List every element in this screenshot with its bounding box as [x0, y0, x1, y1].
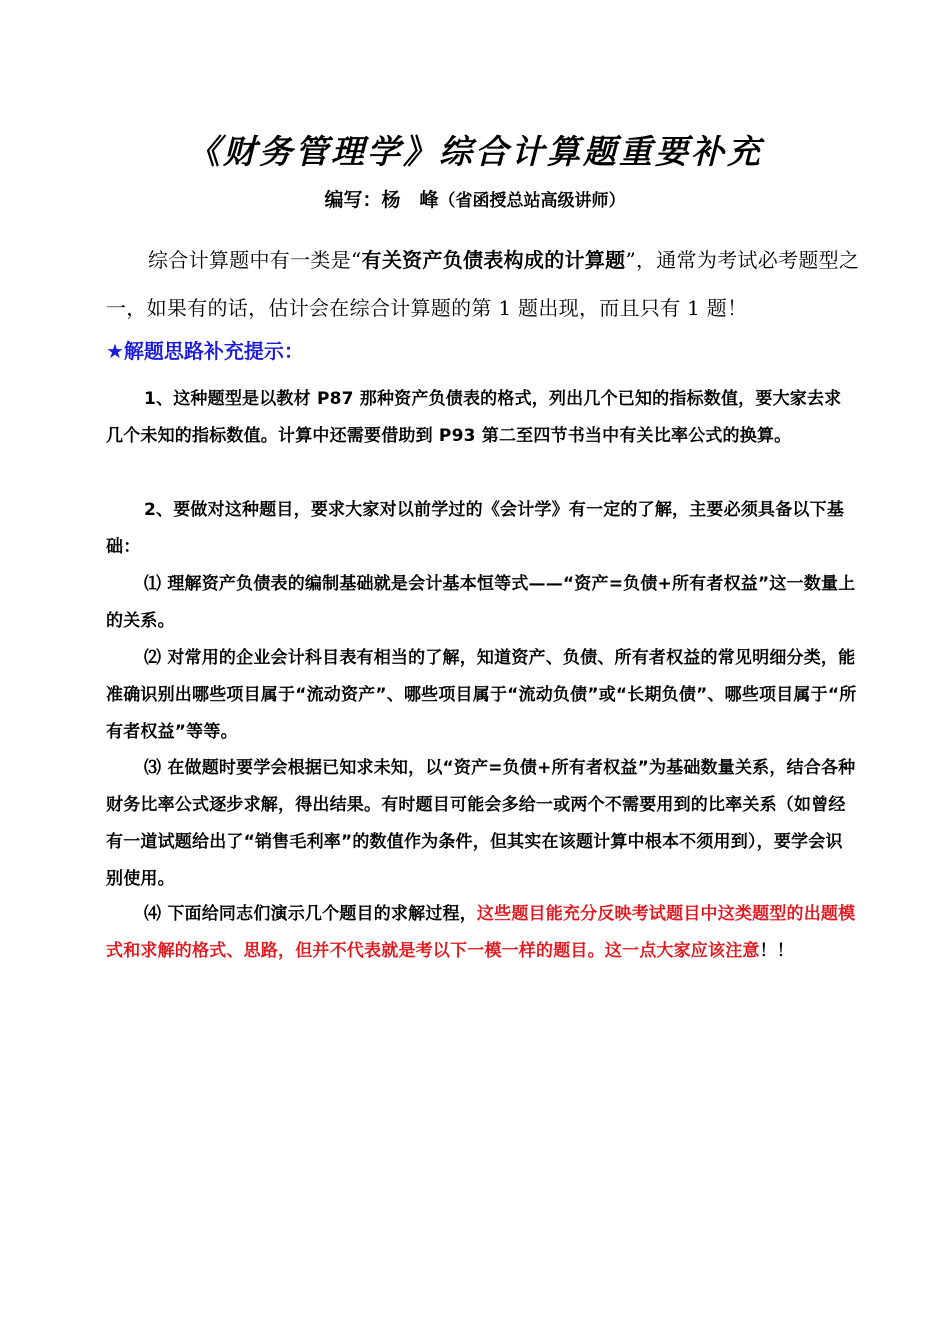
sub-point-4-emphasis: 这些题目能充分反映考试题目中这类题型的出题模式和求解的格式、思路，但并不代表就是考以下一模一样的题目。这一点大家应该注意: [106, 904, 856, 961]
sub-point-1: ⑴ 理解资产负债表的编制基础就是会计基本恒等式——“资产=负债+所有者权益”这一数量上的关系。: [106, 574, 856, 631]
point-2: 2、要做对这种题目，要求大家对以前学过的《会计学》有一定的了解，主要必须具备以下基础：: [106, 500, 845, 557]
author-note: （省函授总站高级讲师）: [438, 191, 626, 211]
intro-emphasis: 有关资产负债表构成的计算题: [361, 248, 626, 272]
sub-point-4-suffix: ！！: [759, 941, 795, 961]
hint-heading: ★解题思路补充提示：: [106, 339, 304, 363]
sub-point-3: ⑶ 在做题时要学会根据已知求未知，以“资产=负债+所有者权益”为基础数量关系，结合各种财务比率公式逐步求解，得出结果。有时题目可能会多给一或两个不需要用到的比率关系（如曾经有一道试题给出了“销售毛利率”的数值作为条件，但其实在该题计算中根本不须用到），要学会识别使用。: [106, 758, 856, 889]
intro-prefix: 综合计算题中有一类是“: [148, 248, 362, 272]
point-1: 1、这种题型是以教材 P87 那种资产负债表的格式，列出几个已知的指标数值，要大家去求几个未知的指标数值。计算中还需要借助到 P93 第二至四节书当中有关比率公式的换算。: [106, 389, 842, 446]
sub-point-4: [106, 896, 858, 970]
sub-point-2: ⑵ 对常用的企业会计科目表有相当的了解，知道资产、负债、所有者权益的常见明细分类，能准确识别出哪些项目属于“流动资产”、哪些项目属于“流动负债”或“长期负债”、哪些项目属于“所有者权益”等等。: [106, 648, 857, 742]
author-label: 编写：杨 峰: [324, 189, 439, 211]
intro-paragraph: [106, 236, 866, 332]
intro-suffix: ”，通常为考试必考题型之一，如果有的话，估计会在综合计算题的第 1 题出现，而且只有 1 题！: [106, 248, 860, 320]
document-title: 《财务管理学》综合计算题重要补充: [187, 132, 763, 171]
author-line: [0, 186, 950, 215]
sub-point-4-prefix: ⑷ 下面给同志们演示几个题目的求解过程，: [144, 904, 477, 924]
